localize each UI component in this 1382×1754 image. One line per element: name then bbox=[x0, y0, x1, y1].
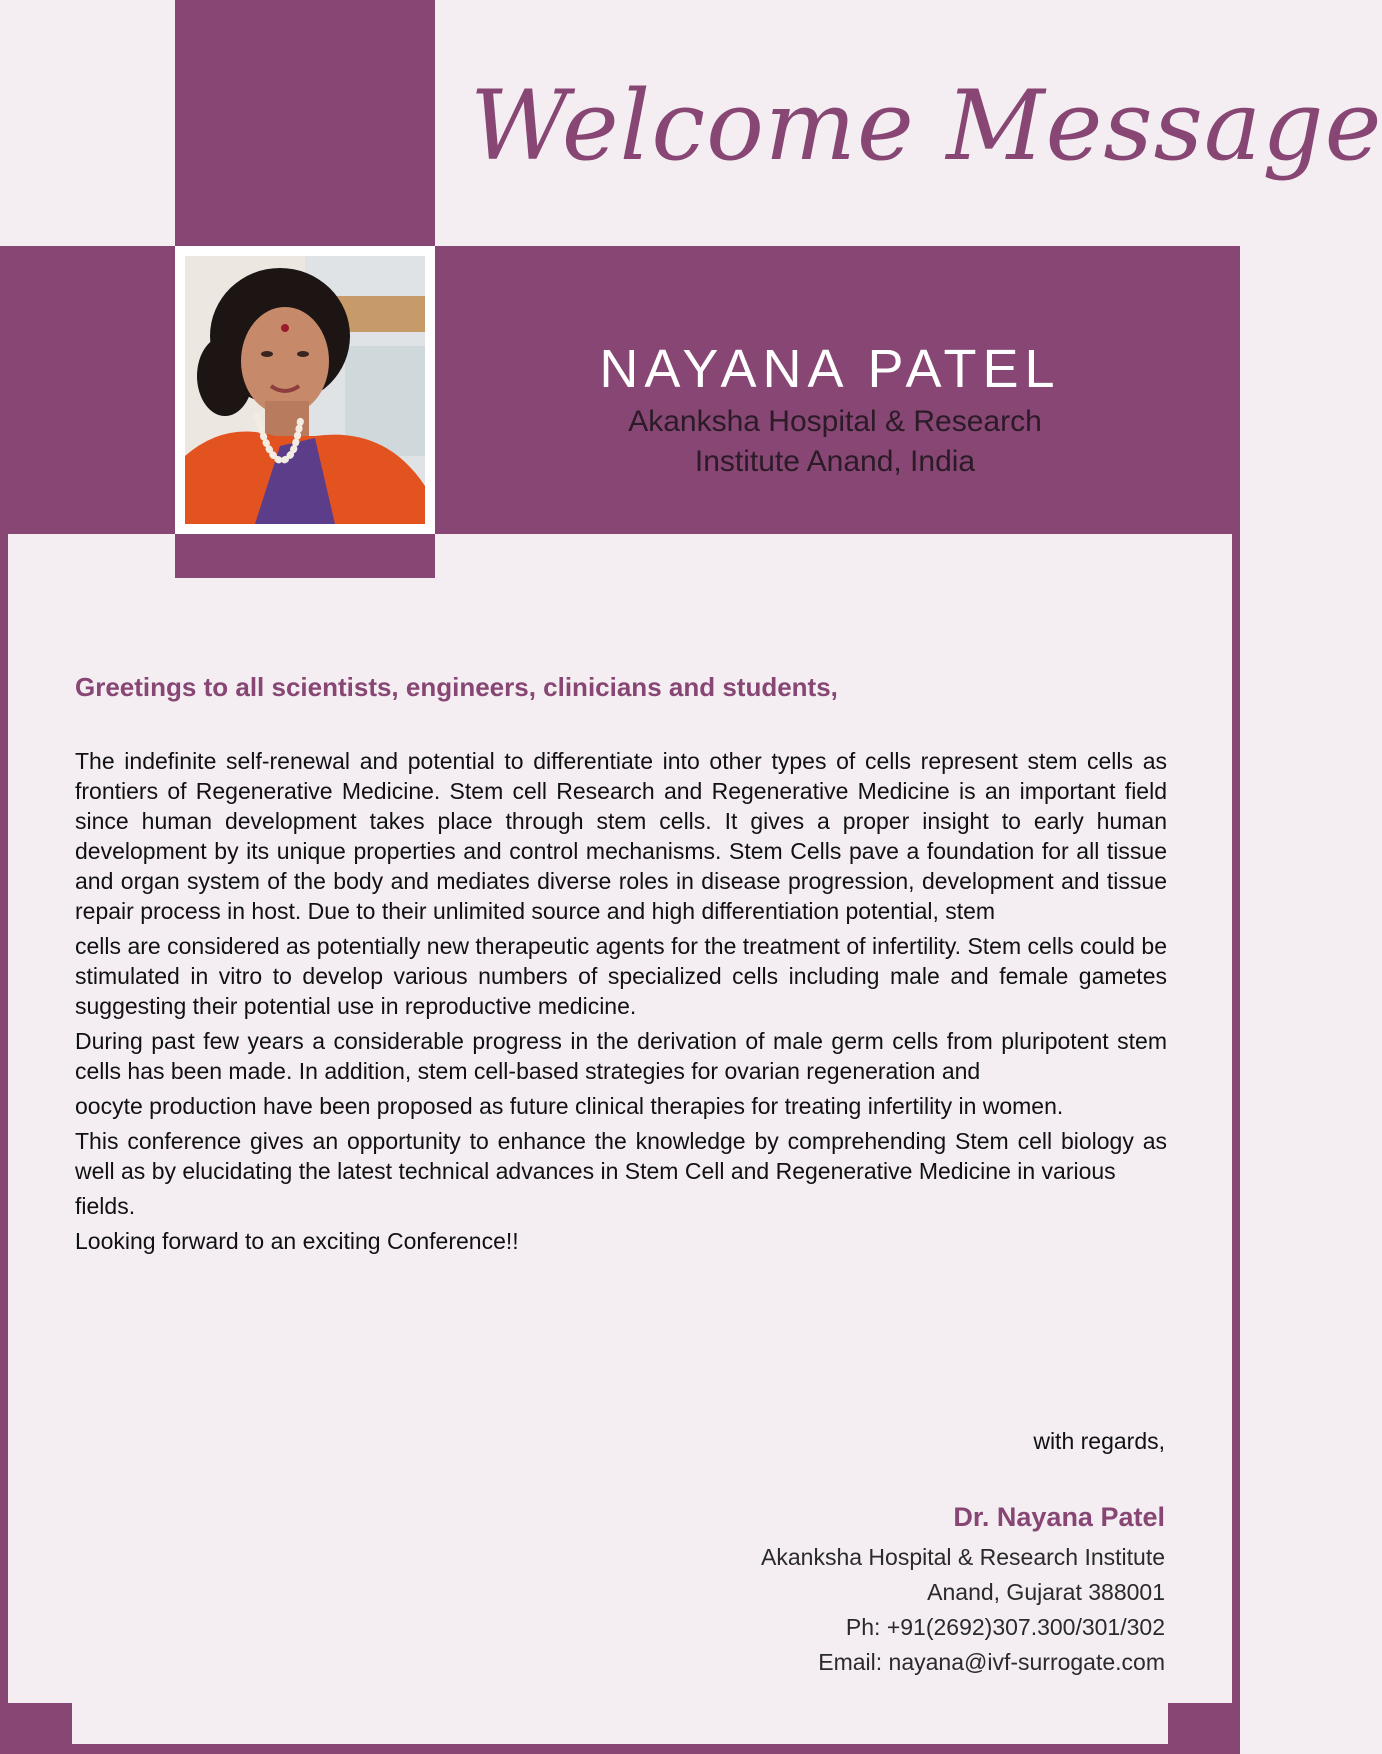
header-accent-square bbox=[175, 0, 435, 246]
closing-phrase: with regards, bbox=[1033, 1428, 1165, 1454]
letter-body bbox=[75, 746, 1167, 1261]
speaker-name: NAYANA PATEL bbox=[599, 339, 1061, 399]
signature-institution: Akanksha Hospital & Research Institute bbox=[761, 1544, 1165, 1570]
paragraph: During past few years a considerable progress in the derivation of male germ cells from pluripotent stem cells has been made. In addition, stem cell-based strategies for ovarian regeneration and bbox=[75, 1028, 1167, 1084]
signature-contact bbox=[640, 1540, 1165, 1680]
bottom-border bbox=[0, 1744, 1240, 1754]
signature-email: Email: nayana@ivf-surrogate.com bbox=[818, 1649, 1165, 1675]
portrait-photo bbox=[185, 256, 425, 524]
paragraph: oocyte production have been proposed as future clinical therapies for treating infertility in women. bbox=[75, 1093, 1064, 1119]
greeting: Greetings to all scientists, engineers, clinicians and students, bbox=[75, 672, 838, 702]
left-border bbox=[0, 534, 8, 1754]
paragraph: The indefinite self-renewal and potential to differentiate into other types of cells represent stem cells as frontiers of Regenerative Medicine. Stem cell Research and Regenerative Medicine is an important field since human development takes place through stem cells. It gives a proper insight to early human development by its unique properties and control mechanisms. Stem Cells pave a foundation for all tissue and organ system of the body and mediates diverse roles in disease progression, development and tissue repair process in host. Due to their unlimited source and high differentiation potential, stem bbox=[75, 748, 1167, 924]
paragraph: cells are considered as potentially new therapeutic agents for the treatment of infertility. Stem cells could be stimulated in vitro to develop various numbers of specialized cells including male and female gametes suggesting their potential use in reproductive medicine. bbox=[75, 933, 1167, 1019]
portrait-frame bbox=[175, 246, 435, 534]
signature-phone: Ph: +91(2692)307.300/301/302 bbox=[845, 1614, 1165, 1640]
speaker-affiliation bbox=[520, 402, 1150, 482]
paragraph: This conference gives an opportunity to enhance the knowledge by comprehending Stem cell biology as well as by elucidating the latest technical advances in Stem Cell and Regenerative Medicine in various bbox=[75, 1128, 1167, 1184]
page-title: Welcome Message bbox=[470, 70, 1382, 182]
signature-address: Anand, Gujarat 388001 bbox=[927, 1579, 1165, 1605]
bottom-left-corner-block bbox=[0, 1703, 72, 1754]
signature-name: Dr. Nayana Patel bbox=[953, 1502, 1165, 1532]
paragraph: fields. bbox=[75, 1193, 136, 1219]
affiliation-line: Institute Anand, India bbox=[694, 445, 976, 478]
affiliation-line: Akanksha Hospital & Research bbox=[628, 405, 1042, 438]
right-border bbox=[1232, 534, 1240, 1754]
photo-accent-tab bbox=[175, 534, 435, 578]
paragraph: Looking forward to an exciting Conference!! bbox=[75, 1228, 519, 1254]
bottom-right-corner-block bbox=[1168, 1703, 1240, 1754]
